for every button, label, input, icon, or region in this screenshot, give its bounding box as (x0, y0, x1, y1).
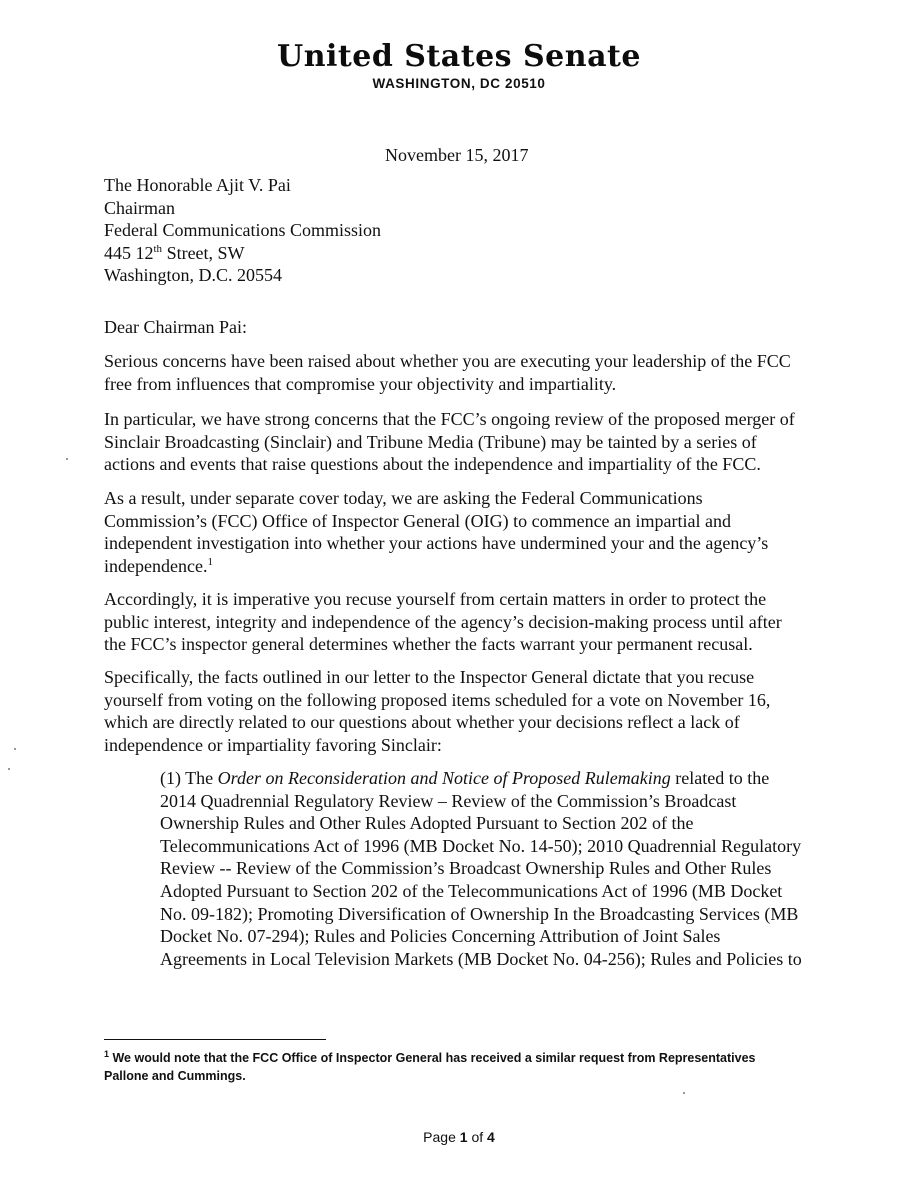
paragraph-1: Serious concerns have been raised about whether you are executing your leadership of the FCC free from influences that compromise your objectivity and impartiality. (104, 351, 791, 394)
salutation: Dear Chairman Pai: (104, 317, 247, 337)
recipient-organization: Federal Communications Commission (104, 220, 381, 241)
recipient-street: 445 12th Street, SW (104, 242, 245, 263)
paragraph-4: Accordingly, it is imperative you recuse yourself from certain matters in order to protect the public interest, integrity and independence of the agency’s decision-making process until after the FCC’s inspector general determines whether the facts warrant your permanent recusal. (104, 589, 782, 655)
recipient-title: Chairman (104, 197, 175, 218)
recipient-city: Washington, D.C. 20554 (104, 265, 283, 286)
order-title: Order on Reconsideration and Notice of Proposed Rulemaking (217, 768, 671, 788)
letterhead-address: WASHINGTON, DC 20510 (372, 76, 546, 91)
footnote: $^1$ We would note that the FCC Office of Inspector General has received a similar request from Representatives Pallone and Cummings. (104, 1048, 756, 1083)
recipient-name: The Honorable Ajit V. Pai (104, 175, 291, 195)
page-number: Page 1 of 4 (423, 1129, 495, 1145)
paragraph-5: Specifically, the facts outlined in our letter to the Inspector General dictate that you recuse yourself from voting on the following proposed items scheduled for a vote on November 16, which are directly related to our questions about whether your decisions reflect a lack of independence or impartiality favoring Sinclair: (104, 667, 771, 755)
scan-speck (66, 458, 68, 460)
footnote-reference: 1 (207, 555, 213, 568)
scan-speck (683, 1092, 685, 1094)
recipient-address (104, 174, 381, 287)
letter-date: November 15, 2017 (385, 145, 529, 165)
paragraph-2: In particular, we have strong concerns that the FCC’s ongoing review of the proposed merger of Sinclair Broadcasting (Sinclair) and Tribune Media (Tribune) may be tainted by a series of actions and events that raise questions about the independence and impartiality of the FCC. (104, 409, 795, 475)
paragraph-3: As a result, under separate cover today, we are asking the Federal Communications Commission’s (FCC) Office of Inspector General (OIG) to commence an impartial and independent investigation into whether your actions have undermined your and the agency’s independence.$^1$ (104, 488, 769, 576)
list-item-1: (1) The Order on Reconsideration and Notice of Proposed Rulemaking related to the 2014 Quadrennial Regulatory Review – Review of the Commission’s Broadcast Ownership Rules and Other Rules Adopted Pursuant to Section 202 of the Telecommunications Act of 1996 (MB Docket No. 14-50); 2010 Quadrennial Regulatory Review -- Review of the Commission’s Broadcast Ownership Rules and Other Rules Adopted Pursuant to Section 202 of the Telecommunications Act of 1996 (MB Docket No. 09-182); Promoting Diversification of Ownership In the Broadcasting Services (MB Docket No. 07-294); Rules and Policies Concerning Attribution of Joint Sales Agreements in Local Television Markets (MB Docket No. 04-256); Rules and Policies to (160, 768, 802, 969)
scan-speck (14, 748, 16, 750)
footnote-divider (104, 1039, 326, 1040)
scan-speck (8, 768, 10, 770)
footnote-mark: 1 (104, 1048, 110, 1059)
letterhead-title: United States Senate (277, 39, 641, 74)
letterhead (0, 40, 918, 92)
